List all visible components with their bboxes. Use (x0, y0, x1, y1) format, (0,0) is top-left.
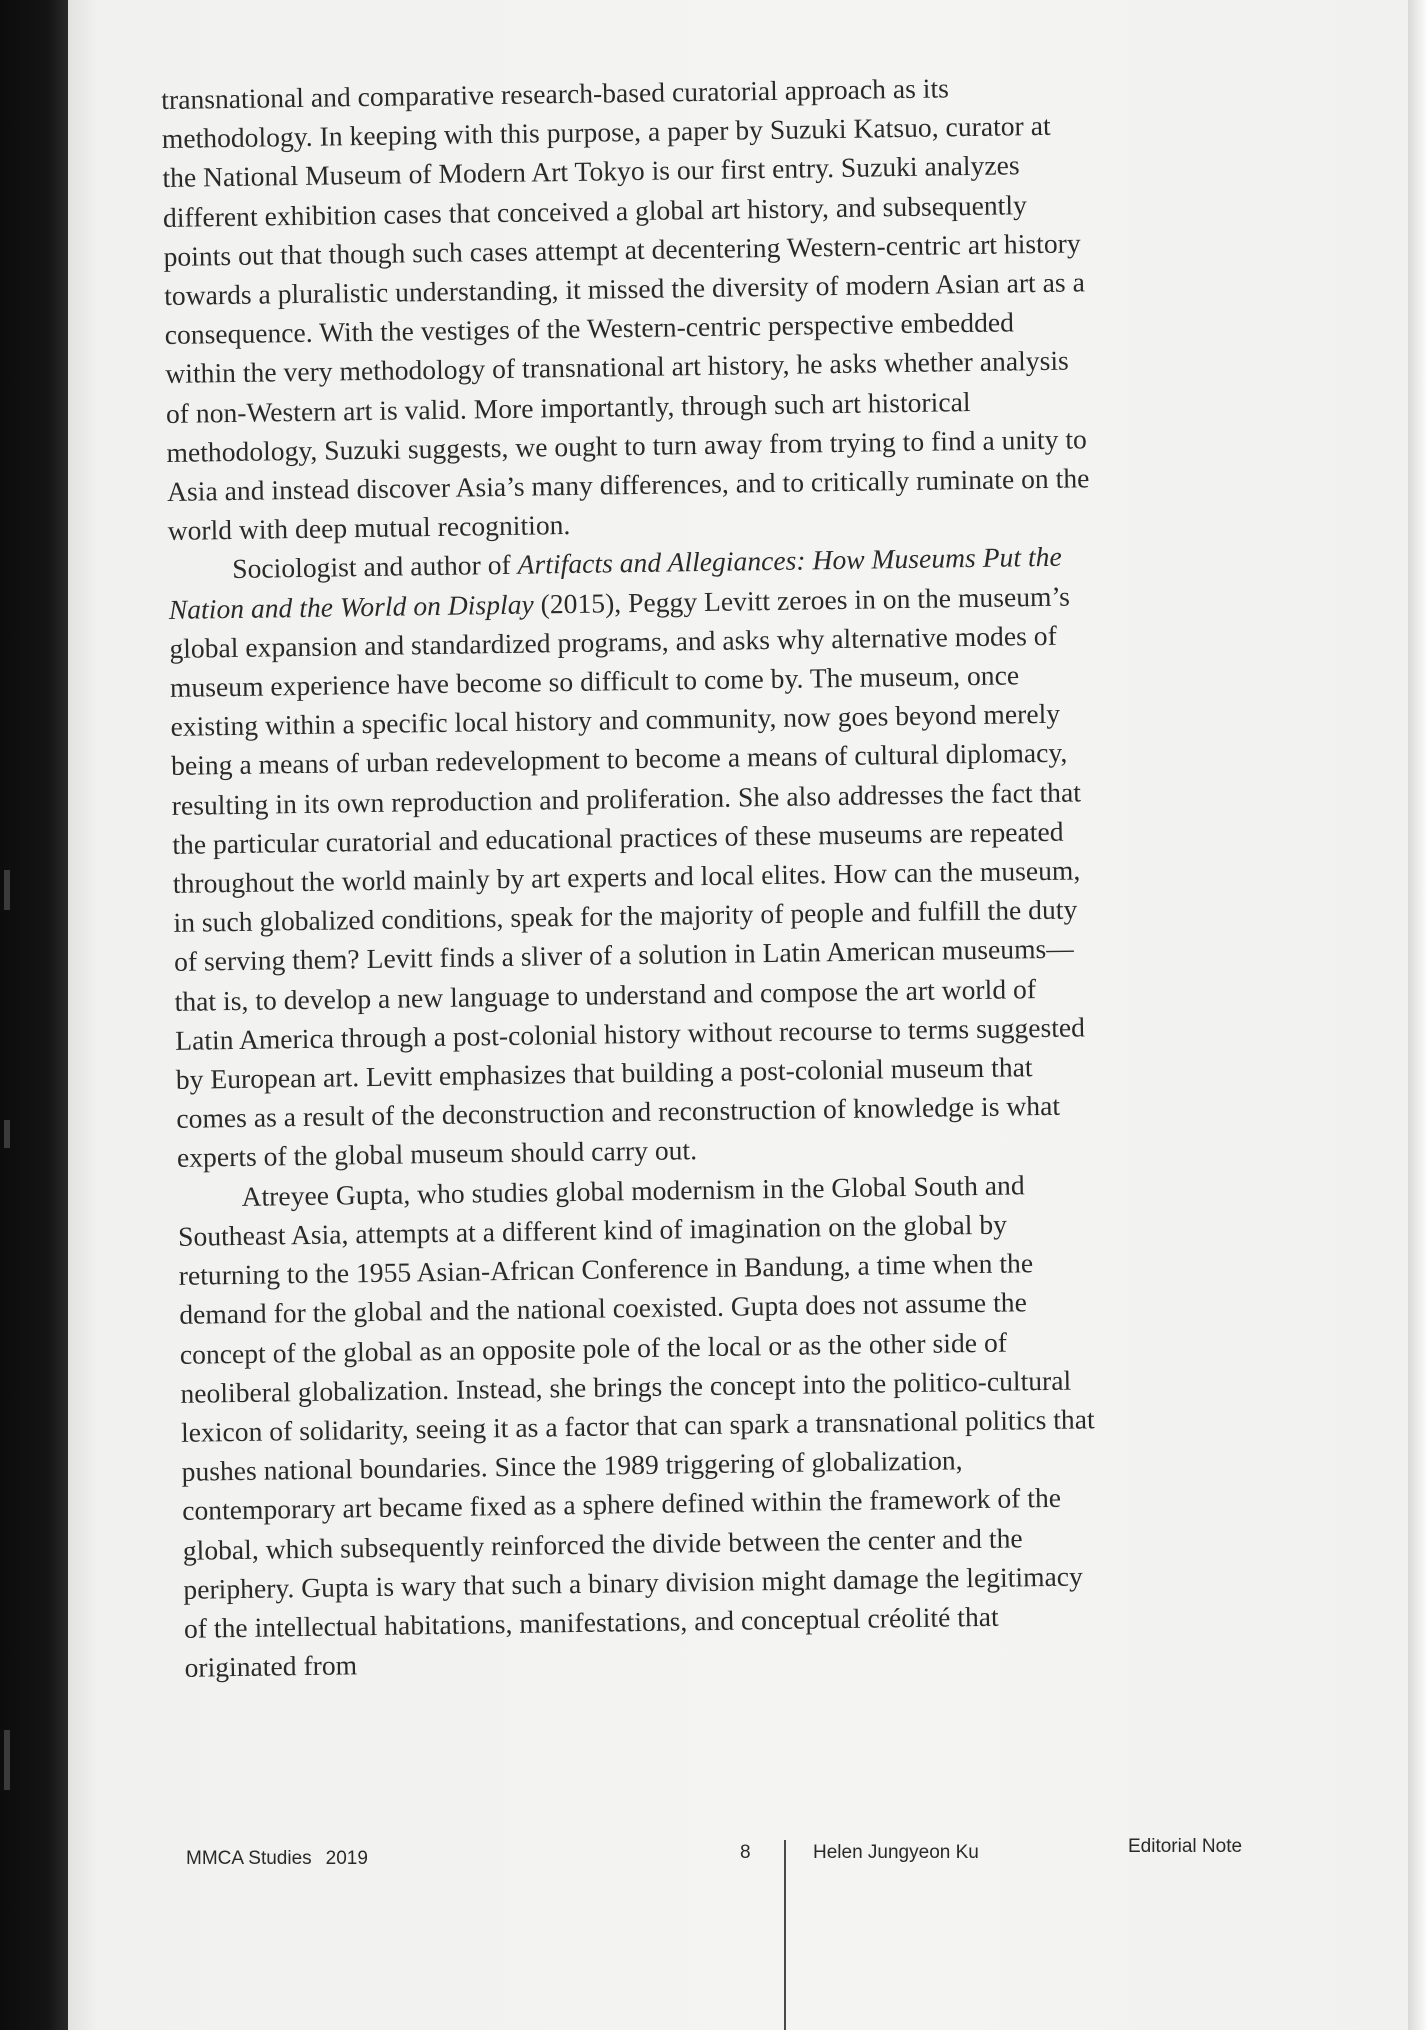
body-text (161, 66, 1109, 1687)
paragraph-2-lead: Sociologist and author of (232, 549, 518, 585)
footer-divider (784, 1840, 786, 2030)
page-edge (1408, 0, 1428, 2030)
paragraph-2 (168, 537, 1101, 1178)
scan-artifact (4, 1730, 10, 1790)
paragraph-1: transnational and comparative research-based curatorial approach as its methodology. In keeping with this purpose, a paper by Suzuki Katsuo, curator at the National Museum of Modern Art Tokyo is our first entry. Suzuki analyzes different exhibition cases that conceived a global art history, and subsequently points out that though such cases attempt at decentering Western-centric art history towards a pluralistic understanding, it missed the diversity of modern Asian art as a consequence. With the vestiges of the Western-centric perspective embedded within the very methodology of transnational art history, he asks whether analysis of non-Western art is valid. More importantly, through such art historical methodology, Suzuki suggests, we ought to turn away from trying to find a unity to Asia and instead discover Asia’s many differences, and to critically ruminate on the world with deep mutual recognition. (161, 72, 1090, 547)
journal-name: MMCA Studies (186, 1848, 312, 1869)
page-number: 8 (740, 1842, 751, 1863)
journal-year: 2019 (325, 1848, 368, 1869)
footer-journal (186, 1848, 368, 1870)
scan-artifact (4, 870, 10, 910)
binding-shadow (0, 0, 68, 2030)
book-title: Artifacts and Allegiances: How Museums Put the Nation and the World on Display (168, 541, 1062, 625)
footer-author: Helen Jungyeon Ku (813, 1842, 979, 1863)
footer-section: Editorial Note (1128, 1836, 1243, 1857)
scan-artifact (4, 1120, 10, 1148)
paragraph-3: Atreyee Gupta, who studies global modernism in the Global South and Southeast Asia, attempts at a different kind of imagination on the global by returning to the 1955 Asian-African Conference in Bandung, a time when the demand for the global and the national coexisted. Gupta does not assume the concept of the global as an opposite pole of the local or as the other side of neoliberal globalization. Instead, she brings the concept into the politico-cultural lexicon of solidarity, seeing it as a factor that can spark a transnational politics that pushes national boundaries. Since the 1989 triggering of globalization, contemporary art became fixed as a sphere defined within the framework of the global, which subsequently reinforced the divide between the center and the periphery. Gupta is wary that such a binary division might damage the legitimacy of the intellectual habitations, manifestations, and conceptual créolité that originated from (177, 1168, 1095, 1683)
paragraph-2-rest: (2015), Peggy Levitt zeroes in on the museum’s global expansion and standardized programs, and asks why alternative modes of museum experience have become so difficult to come by. The museum, once existing within a specific local history and community, now goes beyond merely being a means of urban redevelopment to become a means of cultural diplomacy, resulting in its own reproduction and proliferation. She also addresses the fact that the particular curatorial and educational practices of these museums are repeated throughout the world mainly by art experts and local elites. How can the museum, in such globalized conditions, speak for the majority of people and fulfill the duty of serving them? Levitt finds a sliver of a solution in Latin American museums—that is, to develop a new language to understand and compose the art world of Latin America through a post-colonial history without recourse to terms suggested by European art. Levitt emphasizes that building a post-colonial museum that comes as a result of the deconstruction and reconstruction of knowledge is what experts of the global museum should carry out. (169, 580, 1086, 1174)
